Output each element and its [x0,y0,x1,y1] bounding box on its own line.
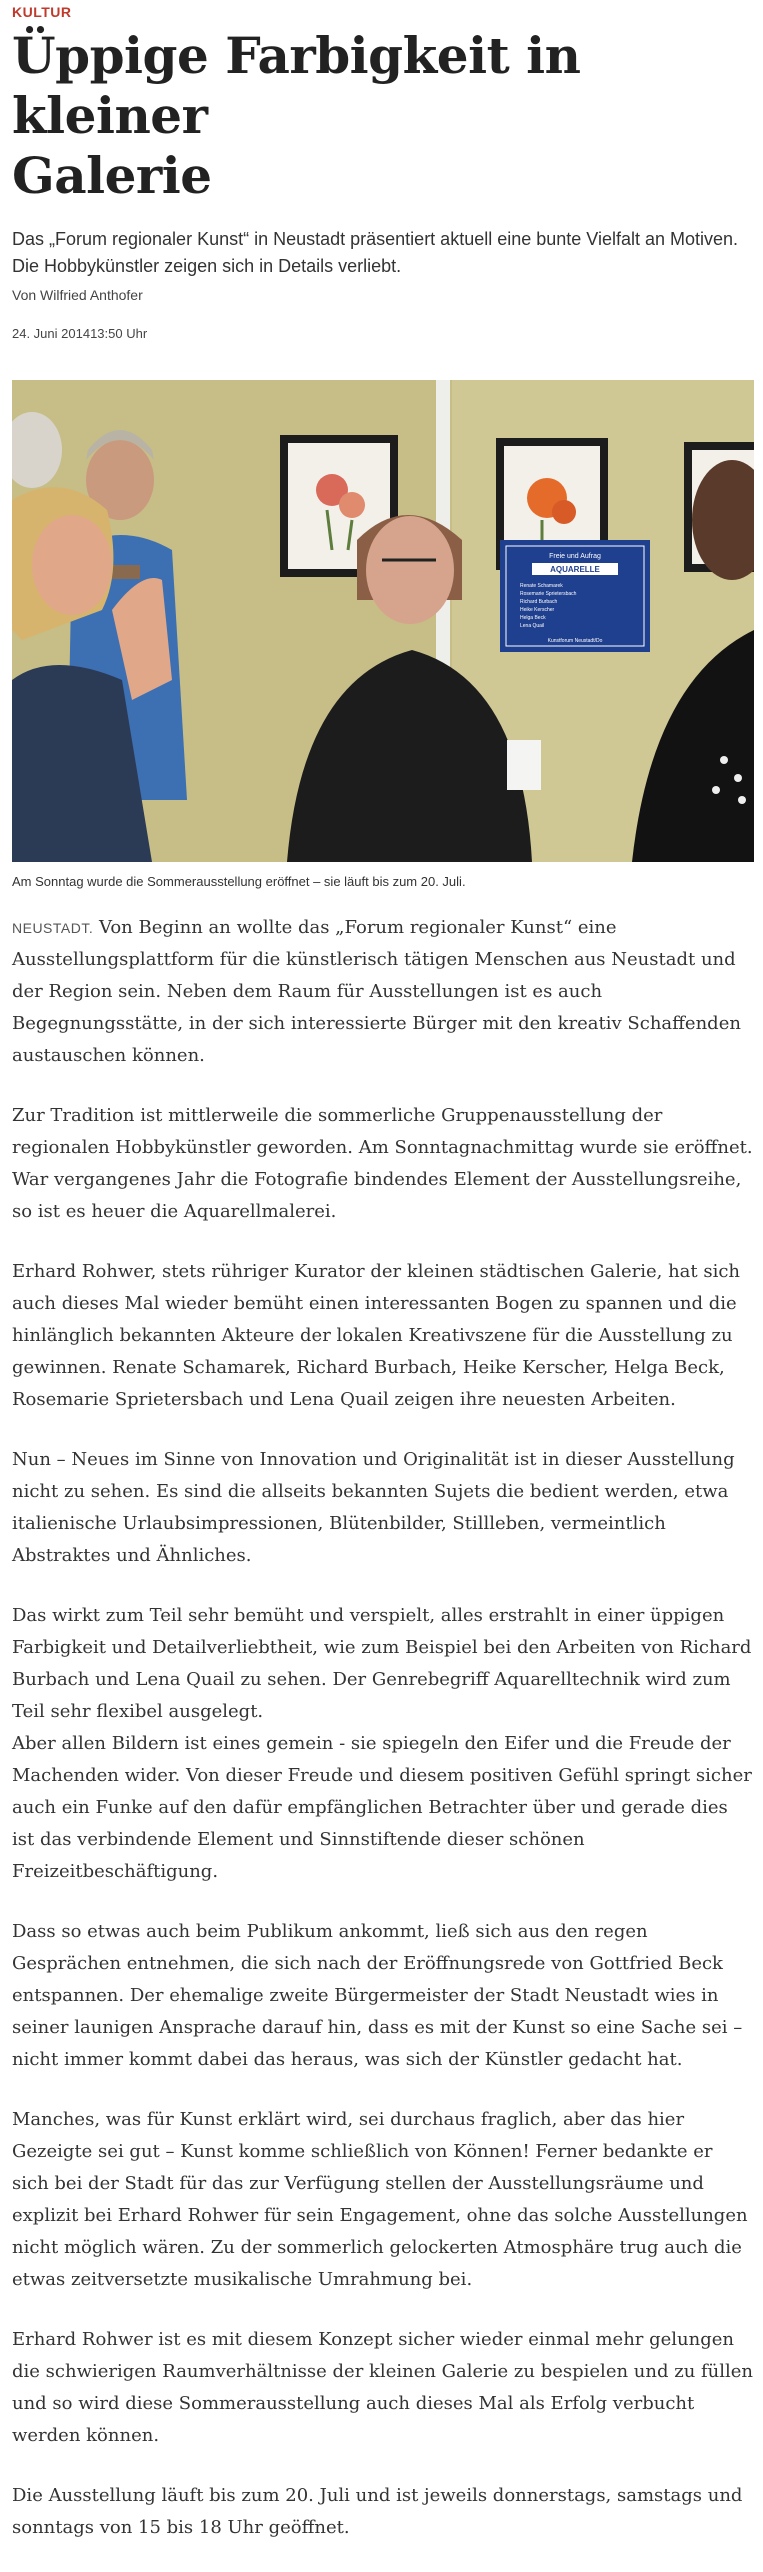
gallery-photo-illustration [12,380,754,862]
dateline: NEUSTADT. [12,920,94,936]
paragraph-2: Zur Tradition ist mittlerweile die sommerliche Gruppenausstellung der regionalen Hobbykünstler geworden. Am Sonntagnachmittag wurde sie eröffnet. War vergangenes Jahr die Fotografie bindendes Element der Ausstellungsreihe, so ist es heuer die Aquarellmalerei. [12,1105,753,1222]
poster-line-2: Rosemarie Sprietersbach [520,591,577,597]
poster-banner: AQUARELLE [550,565,600,574]
poster-footer: Kunstforum Neustadt/Do [547,638,603,644]
paragraph-6: Aber allen Bildern ist eines gemein - sie spiegeln den Eifer und die Freude der Machenden wider. Von dieser Freude und diesem positiven Gefühl springt sicher auch ein Funke auf den dafür empfänglichen Betrachter über und gerade dies ist das verbindende Element und Sinnstiftende dieser schönen Freizeitbeschäftigung. [12,1733,752,1882]
photo-caption: Am Sonntag wurde die Sommerausstellung eröffnet – sie läuft bis zum 20. Juli. [12,874,466,889]
paragraph-8: Manches, was für Kunst erklärt wird, sei durchaus fraglich, aber das hier Gezeigte sei gut – Kunst komme schließlich von Können! Ferner bedankte er sich bei der Stadt für das zur Verfügung stellen der Ausstellungsräume und explizit bei Erhard Rohwer für sein Engagement, ohne das solche Ausstellungen nicht möglich wären. Zu der sommerlich gelockerten Atmosphäre trug auch die etwas zeitversetzte musikalische Umrahmung bei. [12,2109,748,2290]
paragraph-4: Nun – Neues im Sinne von Innovation und Originalität ist in dieser Ausstellung nicht zu sehen. Es sind die allseits bekannten Sujets die bedient werden, etwa italienische Urlaubsimpressionen, Blütenbilder, Stillleben, vermeintlich Abstraktes und Ähnliches. [12,1449,735,1566]
paragraph-5: Das wirkt zum Teil sehr bemüht und verspielt, alles erstrahlt in einer üppigen Farbigkeit und Detailverliebtheit, wie zum Beispiel bei den Arbeiten von Richard Burbach und Lena Quail zu sehen. Der Genrebegriff Aquarelltechnik wird zum Teil sehr flexibel ausgelegt. [12,1605,752,1722]
section-kicker[interactable]: KULTUR [12,4,72,20]
exhibition-poster [500,540,650,652]
paragraph-10: Die Ausstellung läuft bis zum 20. Juli und ist jeweils donnerstags, samstags und sonntags von 15 bis 18 Uhr geöffnet. [12,2485,743,2538]
article-photo[interactable] [12,380,754,862]
article-date: 24. Juni 201413:50 Uhr [12,326,148,341]
article-lead: Das „Forum regionaler Kunst“ in Neustadt präsentiert aktuell eine bunte Vielfalt an Motiven. Die Hobbykünstler zeigen sich in Details verliebt. [12,229,739,276]
poster-line-5: Helga Beck [520,615,546,621]
poster-line-4: Heike Kerscher [520,607,555,613]
headline-line-2: Galerie [12,146,212,205]
paragraph-3: Erhard Rohwer, stets rühriger Kurator der kleinen städtischen Galerie, hat sich auch dieses Mal wieder bemüht einen interessanten Bogen zu spannen und die hinlänglich bekannten Akteure der lokalen Kreativszene für die Ausstellung zu gewinnen. Renate Schamarek, Richard Burbach, Heike Kerscher, Helga Beck, Rosemarie Sprietersbach und Lena Quail zeigen ihre neuesten Arbeiten. [12,1261,741,1410]
paragraph-9: Erhard Rohwer ist es mit diesem Konzept sicher wieder einmal mehr gelungen die schwierigen Raumverhältnisse der kleinen Galerie zu bespielen und zu füllen und so wird diese Sommerausstellung auch dieses Mal als Erfolg verbucht werden können. [12,2329,754,2446]
poster-line-1: Renate Schamarek [520,583,563,589]
article-author: Von Wilfried Anthofer [12,287,143,303]
headline-line-1: Üppige Farbigkeit in kleiner [12,26,581,145]
poster-line-6: Lena Quail [520,623,545,629]
paragraph-1 [12,912,754,1072]
poster-heading: Freie und Aufrag [549,553,601,560]
paragraph-1-text: Von Beginn an wollte das „Forum regionaler Kunst“ eine Ausstellungsplattform für die künstlerisch tätigen Menschen aus Neustadt und der Region sein. Neben dem Raum für Ausstellungen ist es auch Begegnungsstätte, in der sich interessierte Bürger mit den kreativ Schaffenden austauschen können. [12,917,741,1066]
article-headline [12,26,754,206]
poster-line-3: Richard Burbach [520,599,558,605]
article-body [12,912,754,2544]
paragraph-7: Dass so etwas auch beim Publikum ankommt, ließ sich aus den regen Gesprächen entnehmen, die sich nach der Eröffnungsrede von Gottfried Beck entspannen. Der ehemalige zweite Bürgermeister der Stadt Neustadt wies in seiner launigen Ansprache darauf hin, dass es mit der Kunst so eine Sache sei – nicht immer kommt dabei das heraus, was sich der Künstler gedacht hat. [12,1921,743,2070]
article-page [12,0,754,2572]
